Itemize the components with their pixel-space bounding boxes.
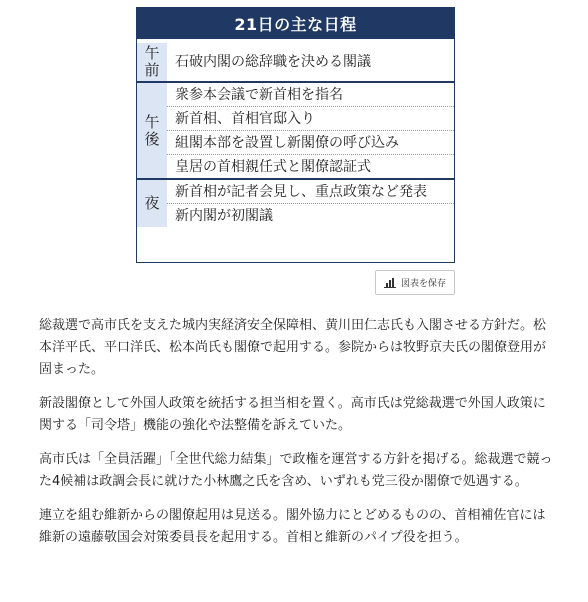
- article-paragraph: 連立を組む維新からの閣僚起用は見送る。閣外協力にとどめるものの、首相補佐官には維新の遠藤敬国会対策委員長を起用する。首相と維新のパイプ役を担う。: [39, 508, 546, 545]
- schedule-title: 21日の主な日程: [137, 8, 454, 39]
- schedule-event: 石破内閣の総辞職を決める閣議: [175, 54, 371, 70]
- period-label: 午前: [137, 43, 167, 81]
- schedule-group-night: [137, 178, 454, 227]
- schedule-event: 新首相、首相官邸入り: [167, 107, 454, 131]
- schedule-group-morning: [137, 43, 454, 83]
- schedule-event: 新内閣が初閣議: [175, 208, 273, 224]
- save-button-label: 図表を保存: [400, 279, 446, 289]
- schedule-event: 組閣本部を設置し新閣僚の呼び込み: [167, 131, 454, 155]
- article-paragraph: 新設閣僚として外国人政策を統括する担当相を置く。高市氏は党総裁選で外国人政策に関する「司令塔」機能の強化や法整備を訴えていた。: [39, 396, 546, 433]
- save-chart-button[interactable]: [375, 270, 455, 295]
- article-body: [39, 315, 554, 561]
- period-label: 午後: [137, 83, 167, 178]
- article-paragraph: 総裁選で高市氏を支えた城内実経済安全保障相、黄川田仁志氏も入閣させる方針だ。松本洋平氏、平口洋氏、松本尚氏も閣僚で起用する。参院からは牧野京夫氏の閣僚登用が固まった。: [39, 318, 547, 377]
- schedule-event: 衆参本会議で新首相を指名: [167, 83, 454, 107]
- schedule-group-afternoon: [137, 83, 454, 178]
- events-list: [167, 180, 454, 227]
- article-paragraph: 高市氏は「全員活躍」「全世代総力結集」で政権を運営する方針を掲げる。総裁選で競った4候補は政調会長に就けた小林鷹之氏を含め、いずれも党三役か閣僚で処遇する。: [39, 452, 553, 489]
- period-label: 夜: [137, 180, 167, 227]
- schedule-event: 皇居の首相親任式と閣僚認証式: [175, 159, 371, 175]
- events-list: [167, 43, 454, 81]
- schedule-table: [136, 7, 455, 263]
- schedule-event: 新首相が記者会見し、重点政策など発表: [167, 180, 454, 204]
- events-list: [167, 83, 454, 178]
- bar-chart-icon: [384, 277, 396, 288]
